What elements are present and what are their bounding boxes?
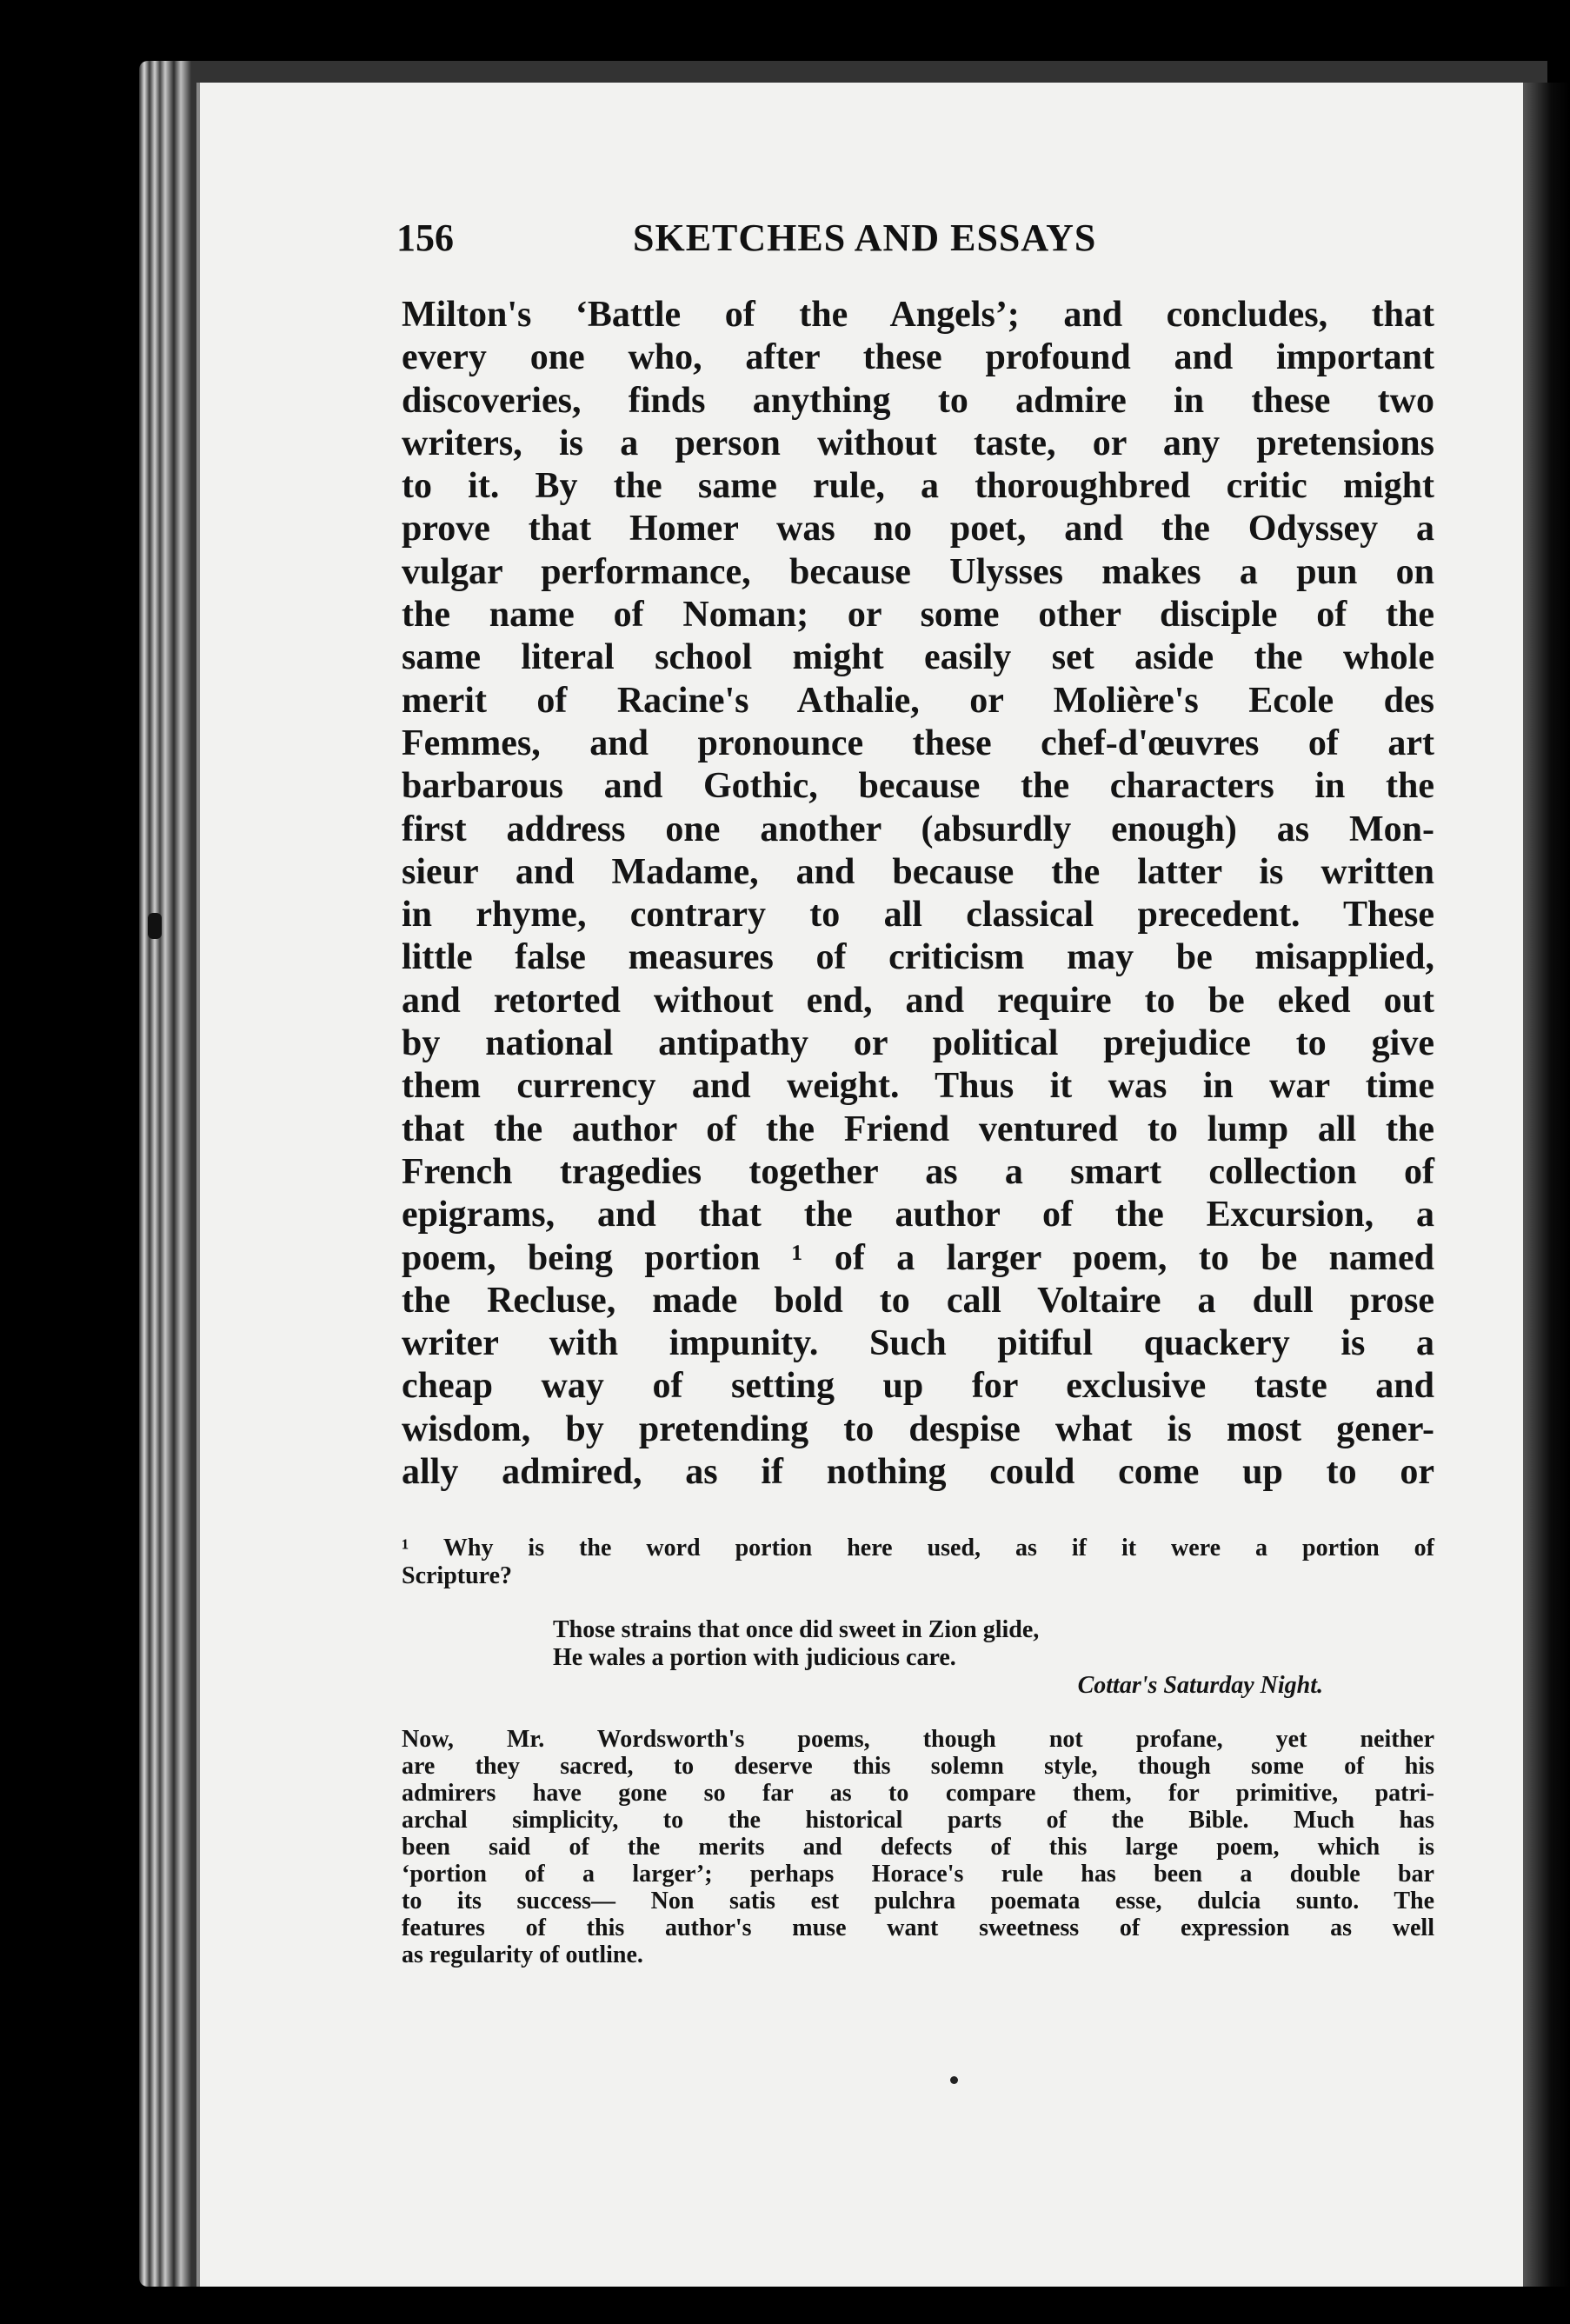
text-line: Milton's ‘Battle of the Angels’; and concludes, that — [402, 295, 1434, 335]
text-line: little false measures of criticism may be misapplied, — [402, 937, 1434, 978]
text-line: discoveries, finds anything to admire in these two — [402, 380, 1434, 421]
page-number: 156 — [396, 216, 454, 259]
text-line: archal simplicity, to the historical parts of the Bible. Much has — [402, 1807, 1434, 1834]
page-shadow — [1523, 83, 1570, 2324]
text-line: vulgar performance, because Ulysses makes a pun on — [402, 551, 1434, 592]
text-line: Now, Mr. Wordsworth's poems, though not profane, yet neither — [402, 1726, 1434, 1753]
text-line: merit of Racine's Athalie, or Molière's Ecole des — [402, 680, 1434, 721]
text-line: epigrams, and that the author of the Excursion, a — [402, 1195, 1434, 1235]
text-line: wisdom, by pretending to despise what is most gener- — [402, 1408, 1434, 1449]
footnote-commentary — [402, 1726, 1434, 1968]
print-dot — [950, 2076, 958, 2084]
text-line: the Recluse, made bold to call Voltaire a dull prose — [402, 1280, 1434, 1321]
footnote-verse — [553, 1616, 1323, 1700]
text-line: to its success— Non satis est pulchra poemata esse, dulcia sunto. The — [402, 1888, 1434, 1914]
text-line: and retorted without end, and require to be eked out — [402, 980, 1434, 1021]
text-line: that the author of the Friend ventured to lump all the — [402, 1109, 1434, 1149]
scan-border — [139, 2287, 1570, 2324]
text-line: ‘portion of a larger’; perhaps Horace's rule has been a double bar — [402, 1861, 1434, 1888]
running-head-title: SKETCHES AND ESSAYS — [633, 216, 1097, 259]
text-line: them currency and weight. Thus it was in war time — [402, 1066, 1434, 1107]
text-line: writer with impunity. Such pitiful quackery is a — [402, 1323, 1434, 1364]
text-line: been said of the merits and defects of this large poem, which is — [402, 1834, 1434, 1861]
text-line: the name of Noman; or some other disciple of the — [402, 595, 1434, 636]
verse-line: Those strains that once did sweet in Zion glide, — [553, 1616, 1040, 1643]
text-line: first address one another (absurdly enough) as Mon- — [402, 809, 1434, 849]
text-line: every one who, after these profound and important — [402, 337, 1434, 378]
text-line: ally admired, as if nothing could come up to or — [402, 1452, 1434, 1493]
text-line: French tragedies together as a smart collection of — [402, 1151, 1434, 1192]
text-line: cheap way of setting up for exclusive taste and — [402, 1366, 1434, 1407]
running-header — [396, 216, 1196, 268]
scan-speck — [148, 913, 162, 939]
text-line: to it. By the same rule, a thoroughbred critic might — [402, 466, 1434, 507]
text-line: writers, is a person without taste, or any pretensions — [402, 423, 1434, 463]
text-line: ¹ Why is the word portion here used, as if it were a portion of — [402, 1535, 1434, 1562]
verse-attribution: Cottar's Saturday Night. — [1077, 1672, 1323, 1699]
text-line: same literal school might easily set aside the whole — [402, 637, 1434, 678]
text-line: are they sacred, to deserve this solemn style, though some of his — [402, 1753, 1434, 1780]
text-line: as regularity of outline. — [402, 1941, 643, 1968]
body-text — [402, 294, 1434, 1494]
footnote — [402, 1535, 1434, 1590]
text-line: sieur and Madame, and because the latter is written — [402, 851, 1434, 892]
verse-line: He wales a portion with judicious care. — [553, 1644, 956, 1671]
text-line: by national antipathy or political prejudice to give — [402, 1023, 1434, 1064]
text-line: barbarous and Gothic, because the characters in the — [402, 766, 1434, 807]
text-line: prove that Homer was no poet, and the Odyssey a — [402, 509, 1434, 549]
text-line: Scripture? — [402, 1562, 513, 1589]
text-line: features of this author's muse want sweetness of expression as well — [402, 1914, 1434, 1941]
text-line: poem, being portion ¹ of a larger poem, to be named — [402, 1237, 1434, 1278]
text-line: Femmes, and pronounce these chef-d'œuvres of art — [402, 723, 1434, 763]
text-line: in rhyme, contrary to all classical precedent. These — [402, 895, 1434, 936]
text-line: admirers have gone so far as to compare them, for primitive, patri- — [402, 1780, 1434, 1807]
